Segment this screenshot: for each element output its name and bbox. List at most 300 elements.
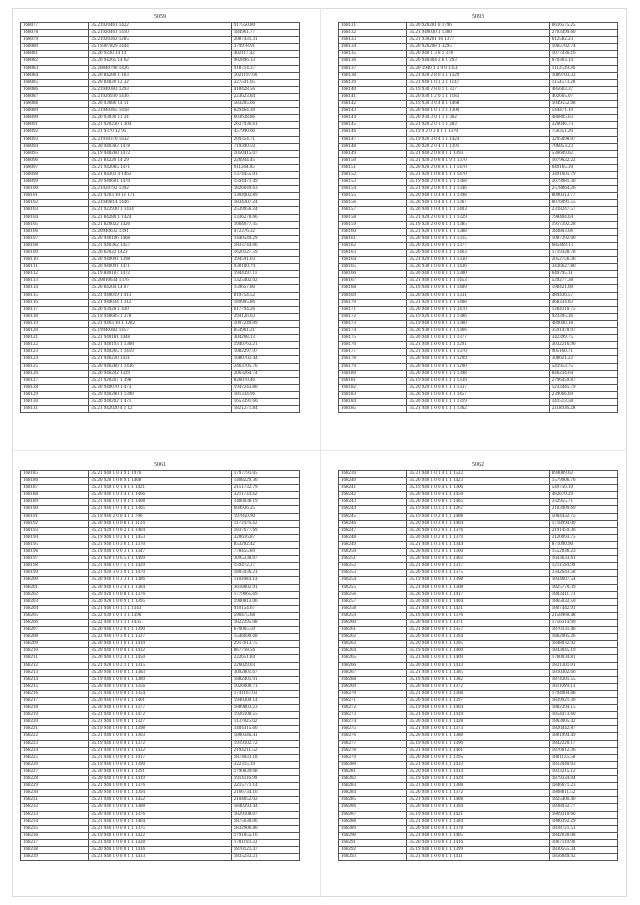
table-cell: 35.21 940 1 0 0 0 1 1 1385 [407,669,549,676]
table-cell: 168238 [21,846,89,853]
table-cell: 1843045.19 [549,648,617,655]
table-cell: 35.20 940202 1 471 [89,398,231,405]
table-cell: 35.20 940 1 0 0 0 1 1 1395 [407,641,549,648]
table-cell: 35.19 940 1 0 0 0 1 1 1376 [407,612,549,619]
table-cell: 649165.39 [549,164,617,171]
table-cell: 867718.56 [231,648,299,655]
table-cell: 1087392.00 [549,235,617,242]
table-cell: 402665.07 [549,93,617,100]
table-cell: 168173 [339,320,407,327]
table-cell: 35.21 940 1 0 0 0 1 1 1354 [89,690,231,697]
table-cell: 35.20 940 1 0 0 0 1 1 1417 [407,591,549,598]
table-cell: 168277 [339,740,407,747]
table-cell: 35.20 920 2 0 4 1 1 1391 [407,143,549,150]
table-row [21,328,300,335]
table-cell: 168138 [339,72,407,79]
table-cell: 168117 [21,306,89,313]
table-cell: 2052756.36 [549,257,617,264]
table-cell: 1800392.29 [549,818,617,825]
table-row [21,299,300,306]
table-row [21,612,300,619]
table-cell: 489436.57 [549,292,617,299]
table-cell: 35.21 940 1 0 0 0 1 1 1433 [407,761,549,768]
table-row [339,186,618,193]
table-row [339,783,618,790]
table-row [21,122,300,129]
table-cell: 482670.29 [549,492,617,499]
table-cell: 168177 [339,349,407,356]
table-cell: 2215771.14 [231,783,299,790]
table-row [339,328,618,335]
table-row [339,23,618,30]
table-row [339,804,618,811]
table-cell: 35.21 942020 4 1 12 [89,406,231,413]
table-cell: 1818721.51 [549,825,617,832]
table-row [21,250,300,257]
table-cell: 35.19 840107 1472 [89,271,231,278]
table-row [21,37,300,44]
table-cell: 6616575.25 [549,23,617,30]
table-cell: 168145 [339,122,407,129]
table-cell: 168219 [21,712,89,719]
table-row [339,306,618,313]
table-cell: 1719328.78 [549,250,617,257]
table-cell: 3295098.07 [549,136,617,143]
table-cell: 168100 [21,186,89,193]
table-cell: 168289 [339,825,407,832]
table-cell: 168175 [339,335,407,342]
table-cell: 35.20 940 1 0 0 0 1 1 1372 [407,790,549,797]
table-cell: 168105 [21,221,89,228]
table-cell: 35.19 940 1 0 0 0 1 1 1372 [89,740,231,747]
table-cell: 35.21 940 1 0 0 0 1 1 1376 [89,783,231,790]
table-cell: 35.19 940 1 0 0 0 1 1 1382 [407,676,549,683]
table-cell: 168171 [339,306,407,313]
table-row [339,818,618,825]
table-row [339,825,618,832]
table-cell: 35.19 930 2 8 0 1 1 337 [407,86,549,93]
table-cell: 685469.13 [549,242,617,249]
table-cell: 35.21 940 1 0 0 0 1 1 1404 [89,818,231,825]
table-row [339,690,618,697]
table-row [339,754,618,761]
table-cell: 583205.66 [231,101,299,108]
table-cell: 35.21 940 1 0 0 0 1 1 1373 [407,726,549,733]
table-cell: 1874033.18 [231,754,299,761]
table-cell: 1154573.28 [549,79,617,86]
table-cell: 168160 [339,228,407,235]
table-row [21,740,300,747]
table-row [21,790,300,797]
table-cell: 1664077.35 [231,221,299,228]
table-cell: 168228 [21,776,89,783]
table-cell: 168122 [21,342,89,349]
table-row [339,683,618,690]
table-cell: 168287 [339,811,407,818]
table-cell: 168194 [21,534,89,541]
table-cell: 168233 [21,811,89,818]
table-cell: 3591470.97 [549,328,617,335]
table-row [21,30,300,37]
table-cell: 168199 [21,570,89,577]
table-cell: 35.21 940019 1 413 [89,292,231,299]
table-cell: 168079 [21,37,89,44]
table-row [21,712,300,719]
table-cell: 35.20 940 1 0 0 0 1 1 1394 [89,790,231,797]
table-cell: 35.21 920 2 8 0 3 1 1329 [407,72,549,79]
table-cell: 35.21 920 1 0 0 0 1 1 1 1408 [407,299,549,306]
table-row [21,492,300,499]
table-cell: 168224 [21,747,89,754]
table-cell: 168103 [21,207,89,214]
table-cell: 3092801.67 [231,669,299,676]
table-panel [338,462,618,861]
table-cell: 168185 [339,406,407,413]
table-cell: 168155 [339,193,407,200]
table-cell: 35.20 940 1 0 0 0 1 1 1 1315 [407,235,549,242]
table-cell: 1325402.02 [231,278,299,285]
table-cell: 1089703.32 [549,72,617,79]
table-cell: 168135 [339,51,407,58]
table-cell: 168166 [339,271,407,278]
table-cell: 168162 [339,242,407,249]
table-row [21,207,300,214]
table-cell: 168268 [339,676,407,683]
table-row [339,214,618,221]
table-cell: 35.20 940 1 0 0 0 1 1 1416 [89,846,231,853]
table-cell: 35.21 940 1 0 0 0 1 1 1357 [407,627,549,634]
table-cell: 35.20 940 1 0 0 0 1 1 1 1290 [407,363,549,370]
table-cell: 35.20 940 1 0 0 0 1 1 1 1470 [407,306,549,313]
table-cell: 168157 [339,207,407,214]
table-cell: 2463705.76 [231,363,299,370]
table-cell: 35.20 940 1 0 0 0 1 1 1395 [407,754,549,761]
table-cell: 168151 [339,164,407,171]
table-cell: 549756.10 [549,485,617,492]
table-cell: 35.20 940 1 0 0 0 1 1 1388 [89,804,231,811]
table-cell: 35.20 940280 1 1436 [89,363,231,370]
table-cell: 168246 [339,520,407,527]
table-row [21,72,300,79]
table-row [21,200,300,207]
table-cell: 168164 [339,257,407,264]
table-cell: 168143 [339,108,407,115]
table-row [339,349,618,356]
table-cell: 35.20 940 1 0 2 0 1 1 1390 [89,627,231,634]
table-cell: 35.19 940 1 0 3 3 1 1 1267 [407,506,549,513]
table-cell: 35.21 920 1 0 6 5 1 1 1499 [89,556,231,563]
table-cell: 917550.80 [231,23,299,30]
table-cell: 1408229.30 [231,478,299,485]
table-cell: 35.20 940 1 0 0 0 1 1 1432 [89,648,231,655]
table-cell: 168271 [339,698,407,705]
table-cell: 35.20 940091 1471 [89,264,231,271]
table-cell: 35.21 940 1 0 0 0 1 1 1388 [407,783,549,790]
table-cell: 35.20 940 1 0 0 0 1 1 1401 [89,698,231,705]
table-row [339,541,618,548]
table-row [339,44,618,51]
table-cell: 529277.38 [549,278,617,285]
table-row [21,51,300,58]
table-cell: 1875038.06 [231,818,299,825]
table-row [21,235,300,242]
table-row [339,221,618,228]
table-cell: 1756314.99 [549,619,617,626]
table-row [21,705,300,712]
table-cell: 2151732.79 [231,485,299,492]
table-cell: 1869310.66 [549,811,617,818]
table-cell: 35.21 940265 1 1419 [89,349,231,356]
table-cell: 168099 [21,179,89,186]
table-cell: 1811099.13 [549,683,617,690]
table-cell: 168092 [21,129,89,136]
table-cell: 168186 [21,478,89,485]
table-cell: 603638.86 [231,115,299,122]
table-cell: 168210 [21,648,89,655]
table-cell: 1838932.77 [549,804,617,811]
table-cell: 35.21 940 1 0 0 0 1 1 1308 [407,584,549,591]
table-cell: 35.19 940 1 0 0 0 1 1 1390 [89,761,231,768]
table-cell: 168110 [21,257,89,264]
table-cell: 35.20 940106 1468 [89,235,231,242]
table-cell: 35.21 920 1 0 2 1 1 1 1315 [89,662,231,669]
table-cell: 826070.46 [231,377,299,384]
table-row [21,541,300,548]
table-row [21,776,300,783]
table-row [21,157,300,164]
table-cell: 35.20 940 1 0 4 0 1 1 1 1403 [407,207,549,214]
table-row [339,598,618,605]
table-cell: 1082297.97 [231,349,299,356]
table-cell: 168163 [339,250,407,257]
table-cell: 1914116.99 [231,776,299,783]
table-cell: 379978.91 [231,44,299,51]
table-cell: 1342643.58 [549,570,617,577]
panel-title: 5061 [154,462,166,468]
table-cell: 35.21 920 1 0 8 0 1 1 1 1470 [407,171,549,178]
table-cell: 35.19940382 1457 [89,328,231,335]
table-cell: 35.21 940 1 0 7 5 1 1 1429 [89,563,231,570]
table-cell: 342399.75 [549,335,617,342]
table-row [339,591,618,598]
table-cell: 168116 [21,299,89,306]
table-row [21,768,300,775]
table-cell: 35.20 920 1 0 0 8 1 1 1376 [89,591,231,598]
table-cell: 35.21920461 1422 [89,23,231,30]
table-cell: 168141 [339,93,407,100]
table-cell: 3032216.90 [549,342,617,349]
table-cell: 168096 [21,157,89,164]
table-cell: 1812040.03 [549,761,617,768]
table-row [21,292,300,299]
table-row [339,58,618,65]
table-cell: 168183 [339,391,407,398]
table-cell: 35.20 940 1 0 0 0 1 1 1 1299 [407,356,549,363]
table-row [339,790,618,797]
table-cell: 168229 [21,783,89,790]
table-cell: 168109 [21,250,89,257]
table-cell: 35.21930370 1432 [89,136,231,143]
table-row [21,549,300,556]
table-cell: 35.20 940 1 0 0 0 1 1 1414 [407,768,549,775]
table-cell: 1926108.55 [231,712,299,719]
table-row [21,506,300,513]
table-cell: 35.20 940 1 0 0 0 1 1 1394 [407,804,549,811]
table-cell: 35.20 940 1 0 3 3 1 1 1386 [89,577,231,584]
table-row [339,662,618,669]
table-cell: 457990.06 [231,129,299,136]
table-cell: 1552036.23 [549,549,617,556]
table-cell: 168243 [339,499,407,506]
table-row [339,398,618,405]
table-row [21,655,300,662]
table-cell: 35.20 940 1 0 2 0 1 1 1376 [407,527,549,534]
table-cell: 198421.00 [549,285,617,292]
table-cell: 1182684.14 [231,577,299,584]
table-row [339,299,618,306]
table-row [339,51,618,58]
table-cell: 35.19 940 1 0 0 0 1 1 1421 [407,811,549,818]
table-row [339,733,618,740]
table-cell: 168139 [339,79,407,86]
table-cell: 168137 [339,65,407,72]
table-cell: 35.19 9 2 0 2 0 1 1 1370 [407,129,549,136]
table-row [21,349,300,356]
table-cell: 168080 [21,44,89,51]
table-cell: 35.21 920 2 0 1 1 1 283 [407,122,549,129]
table-cell: 35.21 940 1 0 3 0 1 1 1344 [407,541,549,548]
table-cell: 1801125.58 [549,754,617,761]
table-cell: 168150 [339,157,407,164]
table-cell: 1546690.68 [231,634,299,641]
table-cell: 168133 [339,37,407,44]
table-cell: 168132 [339,30,407,37]
table-row [21,534,300,541]
table-cell: 35.20 940 1 0 0 0 1 1 1 1377 [407,335,549,342]
table-cell: 1839921.30 [549,698,617,705]
table-cell: 168293 [339,854,407,861]
table-cell: 35.19 940 1 0 0 0 1 1 1429 [407,776,549,783]
table-row [21,570,300,577]
table-row [339,391,618,398]
table-cell: 756351.20 [549,129,617,136]
table-cell: 35.21 84220 14 29 [89,157,231,164]
table-row [21,264,300,271]
table-row [339,492,618,499]
table-row [21,648,300,655]
table-row [339,313,618,320]
table-cell: 168127 [21,377,89,384]
table-cell: 184961.77 [231,30,299,37]
table-cell: 35.19307829 1444 [89,44,231,51]
table-cell: 35.21 940 1 0 0 0 1 1 1 1291 [407,342,549,349]
table-cell: 168113 [21,278,89,285]
table-cell: 1810302.66 [549,669,617,676]
table-cell: 1856049.92 [549,854,617,861]
table-cell: 35.20 940 1 0 0 0 1 1 1378 [407,825,549,832]
table-row [21,598,300,605]
table-cell: 1579906.76 [549,478,617,485]
table-cell: 35.20 84020 12 32 [89,79,231,86]
table-row [339,37,618,44]
table-row [339,406,618,413]
table-cell: 35.19 920 3 0 4 1 1 1424 [407,136,549,143]
table-cell: 168095 [21,150,89,157]
table-cell: 181334.96 [231,391,299,398]
table-cell: 612582.23 [549,37,617,44]
table-row [21,698,300,705]
table-cell: 35.20 920 1 0 8 9 1 1468 [89,478,231,485]
table-cell: 35.20 1940 1 2 9 0 1351 [407,65,549,72]
table-cell: 1882394.15 [549,705,617,712]
table-cell: 35.20810634 1376 [89,278,231,285]
table-cell: 168182 [339,384,407,391]
table-row [339,264,618,271]
table-cell: 918714.37 [231,65,299,72]
table-cell: 168119 [21,320,89,327]
table-cell: 1848032.92 [549,641,617,648]
table-row [339,506,618,513]
table-cell: 168209 [21,641,89,648]
table-cell: 35.21 84280 1 1424 [89,214,231,221]
table-cell: 168197 [21,556,89,563]
table-row [21,398,300,405]
table-cell: 35.20 940 1 0 0 0 1 1 1 1331 [407,292,549,299]
table-row [21,478,300,485]
table-cell: 719390.59 [231,143,299,150]
table-cell: 670065.50 [231,627,299,634]
table-cell: 35.20 940 1 0 0 0 1 1 1391 [89,768,231,775]
table-cell: 168242 [339,492,407,499]
table-cell: 168112 [21,271,89,278]
table-cell: 168281 [339,768,407,775]
table-cell: 418428.56 [231,86,299,93]
table-cell: 536609.62 [549,150,617,157]
table-cell: 168220 [21,719,89,726]
table-cell: 35.21 940030 1 1300 [407,30,549,37]
table-cell: 168290 [339,832,407,839]
table-row [21,584,300,591]
table-row [21,257,300,264]
table-row [339,570,618,577]
table-cell: 35.19 940 1 0 2 0 1 1 1408 [407,513,549,520]
table-cell: 168093 [21,136,89,143]
table-row [339,740,618,747]
column-divider [320,8,321,897]
table-cell: 168191 [21,513,89,520]
table-cell: 35.20 940 1 0 0 0 1 1 1 1463 [407,250,549,257]
table-cell: 168094 [21,143,89,150]
table-cell: 168118 [21,313,89,320]
table-cell: 168131 [21,406,89,413]
table-cell: 35.21920792 1392 [89,186,231,193]
table-cell: 1480038.19 [231,499,299,506]
table-row [339,363,618,370]
table-row [21,129,300,136]
table-cell: 35.21 940 1 0 0 0 1 1 1432 [89,747,231,754]
table-cell: 168227 [21,768,89,775]
table-row [339,577,618,584]
table-cell: 35.21 820022 1426 [89,221,231,228]
table-row [339,549,618,556]
table-cell: 35.21 940 1 0 0 0 1 1 1472 [89,712,231,719]
table-cell: 1832906.80 [231,825,299,832]
table-cell: 35.21 930201 16 1377 [407,37,549,44]
table-cell: 35.20 940070 1 473 [89,384,231,391]
table-cell: 168193 [21,527,89,534]
table-row [339,320,618,327]
table-row [339,584,618,591]
